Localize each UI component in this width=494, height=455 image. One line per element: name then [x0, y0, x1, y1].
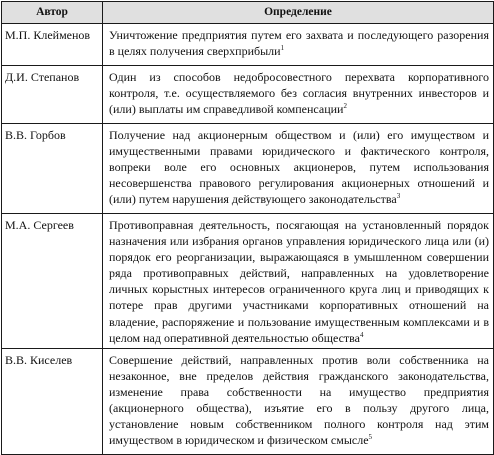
- footnote-marker: 4: [359, 330, 364, 339]
- author-cell: Д.И. Степанов: [2, 66, 103, 124]
- table-row: [2, 66, 494, 124]
- table-header-row: [2, 2, 494, 24]
- definition-text: Уничтожение предприятия путем его захвата и последующего разорения в целях получения сверхприбыли: [109, 28, 489, 59]
- definition-cell: [103, 124, 494, 214]
- definition-cell: [103, 348, 494, 454]
- author-cell: В.В. Горбов: [2, 124, 103, 214]
- definition-text: Совершение действий, направленных против воли собственника на незаконное, вне пределов действия гражданского законодательства, изменение права собственности на имущество предприятия (акционерного общества), изъятие его в пользу другого лица, установление новым собственником полного контроля над этим имуществом в юридическом и физическом смысле: [109, 352, 489, 448]
- author-cell: В.В. Киселев: [2, 348, 103, 454]
- header-author: Автор: [2, 2, 103, 24]
- author-cell: М.А. Сергеев: [2, 214, 103, 349]
- definition-text: Один из способов недобросовестного перехвата корпоративного контроля, т.е. осуществляемого без согласия внутренних инвесторов и (или) выплаты им справедливой компенсации: [109, 70, 489, 117]
- table-row: [2, 24, 494, 66]
- footnote-marker: 1: [280, 44, 285, 53]
- definition-cell: [103, 66, 494, 124]
- table-row: [2, 348, 494, 454]
- definitions-table: [1, 1, 494, 455]
- table-row: [2, 214, 494, 349]
- definition-text: Противоправная деятельность, посягающая на установленный порядок назначения или избрания органов управления юридического лица или (и) порядок его реорганизации, выражающаяся в умышленном совершении ряда противоправных действий, направленных на удовлетворение личных корыстных интересов ограниченного круга лиц и приводящих к потере прав другими участниками корпоративных отношений на владение, распоряжение и пользование имущественным комплексами и в целом над оперативной деятельностью общества: [109, 218, 489, 345]
- header-definition: Определение: [103, 2, 494, 24]
- definition-cell: [103, 214, 494, 349]
- definition-text: Получение над акционерным обществом и (или) его имуществом и имущественными правами юридического и фактического контроля, вопреки воле его основных акционеров, путем использования несовершенства правового регулирования акционерных отношений и (или) путем нарушения действующего законодательства: [109, 128, 489, 207]
- footnote-marker: 5: [368, 433, 373, 442]
- footnote-marker: 2: [343, 102, 347, 111]
- table-row: [2, 124, 494, 214]
- footnote-marker: 3: [396, 192, 401, 201]
- definition-cell: [103, 24, 494, 66]
- author-cell: М.П. Клейменов: [2, 24, 103, 66]
